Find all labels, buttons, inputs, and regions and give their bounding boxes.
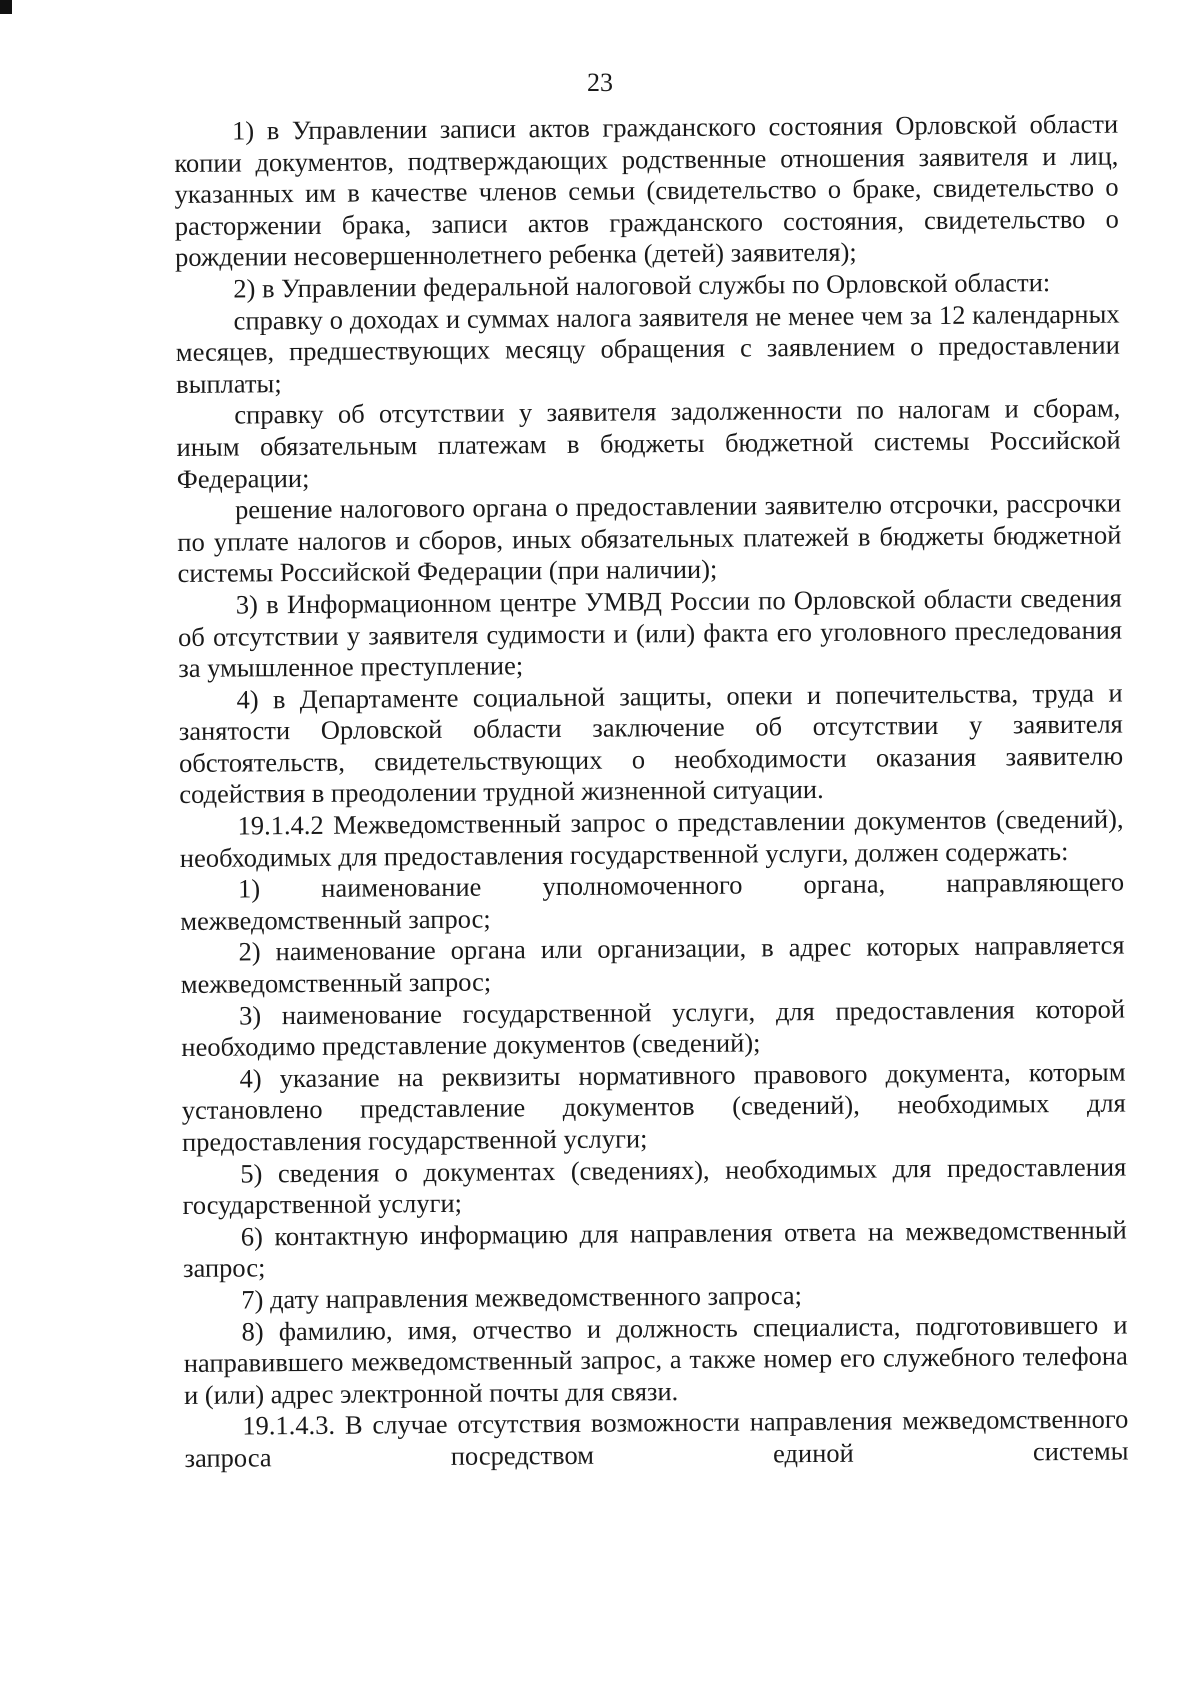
list-item-required-documents: 5) сведения о документах (сведениях), необходимых для предоставления государственной услуги; (182, 1151, 1127, 1221)
paragraph-section-19-1-4-3: 19.1.4.3. В случае отсутствия возможности направления межведомственного запроса посредством единой системы (184, 1403, 1129, 1473)
list-item-requesting-authority: 1) наименование уполномоченного органа, направляющего межведомственный запрос; (180, 866, 1125, 936)
paragraph-no-debt-certificate: справку об отсутствии у заявителя задолженности по налогам и сборам, иным обязательным платежам в бюджеты бюджетной системы Российской Федерации; (176, 392, 1121, 494)
list-item-recipient-organization: 2) наименование органа или организации, в адрес которых направляется межведомственный запрос; (180, 929, 1125, 1000)
list-item-specialist-details: 8) фамилию, имя, отчество и должность специалиста, подготовившего и направившего межведомственный запрос, а также номер его служебного телефона и (или) адрес электронной почты для связи. (183, 1309, 1128, 1410)
paragraph-tax-deferral-decision: решение налогового органа о предоставлении заявителю отсрочки, рассрочки по уплате налогов и сборов, иных обязательных платежей в бюджеты бюджетной системы Российской Федерации (при наличии); (177, 487, 1122, 589)
paragraph-income-certificate: справку о доходах и суммах налога заявителя не менее чем за 12 календарных месяцев, предшествующих месяцу обращения с заявлением о предоставлении выплаты; (175, 298, 1120, 399)
list-item-contact-information: 6) контактную информацию для направления ответа на межведомственный запрос; (182, 1214, 1127, 1284)
paragraph-police-info-center: 3) в Информационном центре УМВД России по Орловской области сведения об отсутствии у заявителя судимости и (или) факта его уголовного преследования за умышленное преступление; (177, 582, 1123, 684)
list-item-request-date: 7) дату направления межведомственного запроса; (241, 1280, 803, 1315)
paragraph-tax-service: 2) в Управлении федеральной налоговой службы по Орловской области: (233, 267, 1051, 304)
paragraph-section-19-1-4-2: 19.1.4.2 Межведомственный запрос о представлении документов (сведений), необходимых для предоставления государственной услуги, должен содержать: (179, 803, 1124, 873)
scan-corner-mark (0, 0, 12, 14)
page-number: 23 (587, 68, 613, 97)
paragraph-social-protection-department: 4) в Департаменте социальной защиты, опеки и попечительства, труда и занятости Орловской области заключение об отсутствии у заявителя обстоятельств, свидетельствующих о необходимости оказания заявителю содействия в преодолении трудной жизненной ситуации. (178, 677, 1124, 810)
list-item-legal-document-details: 4) указание на реквизиты нормативного правового документа, которым установлено представление документов (сведений), необходимых для предоставления государственной услуги; (181, 1056, 1126, 1157)
document-body (174, 109, 1129, 1475)
paragraph-civil-registry: 1) в Управлении записи актов гражданского состояния Орловской области копии документов, подтверждающих родственные отношения заявителя и лиц, указанных им в качестве членов семьи (свидетельство о браке, свидетельство о расторжении брака, записи актов гражданского состояния, свидетельство о рождении несовершеннолетнего ребенка (детей) заявителя); (174, 108, 1119, 273)
list-item-service-name: 3) наименование государственной услуги, для предоставления которой необходимо представление документов (сведений); (181, 993, 1126, 1063)
